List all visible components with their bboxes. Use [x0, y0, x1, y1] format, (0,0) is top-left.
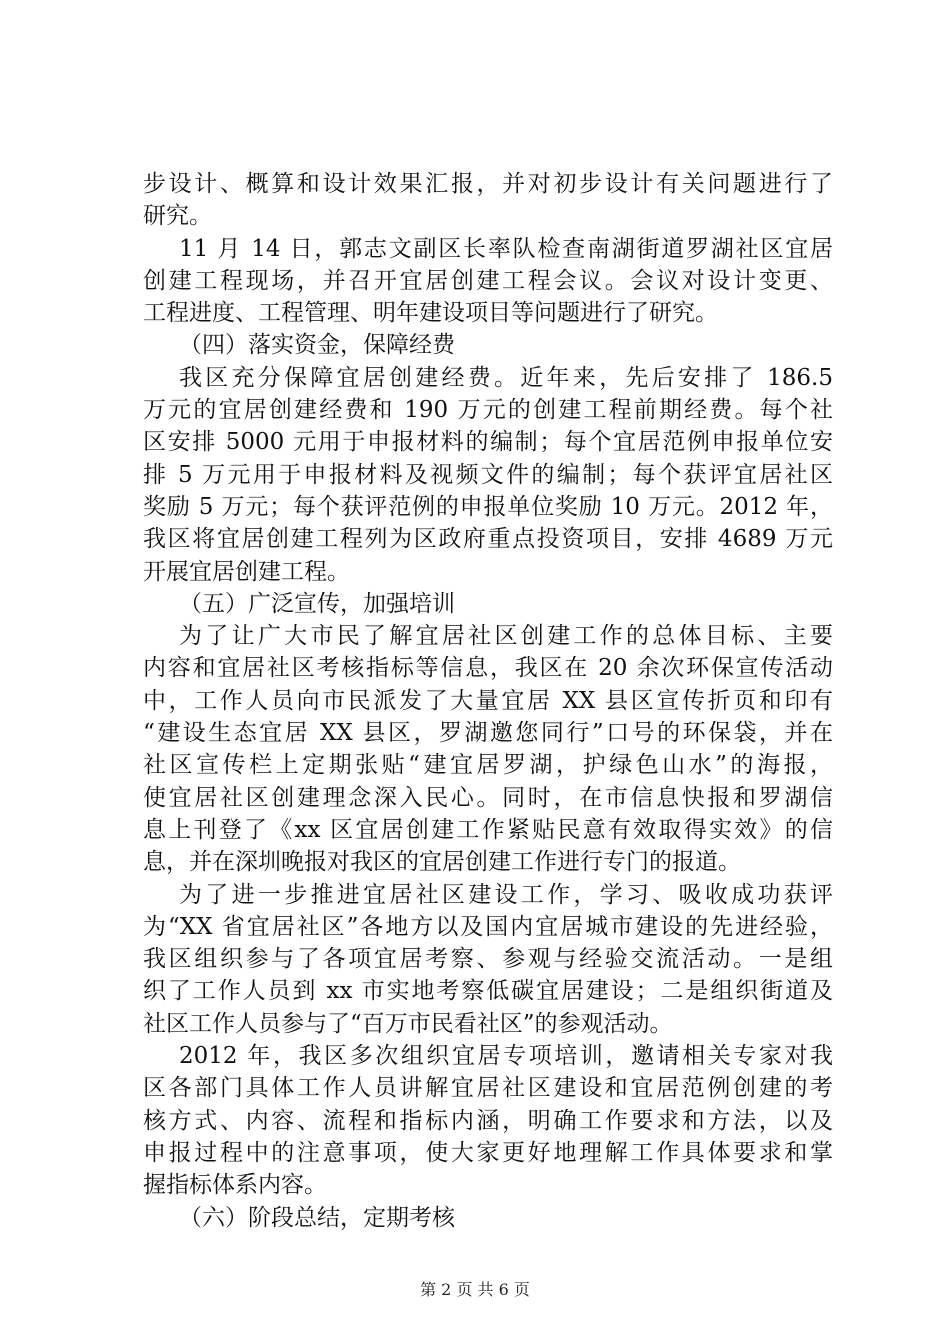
text-line: 内容和宜居社区考核指标等信息，我区在 20 余次环保宣传活动 [143, 655, 833, 682]
text-line: 息上刊登了《xx 区宜居创建工作紧贴民意有效取得实效》的信 [143, 816, 833, 843]
text-line: 奖励 5 万元；每个获评范例的申报单位奖励 10 万元。2012 年， [143, 493, 833, 520]
text-line: 2012 年，我区多次组织宜居专项培训，邀请相关专家对我 [179, 1043, 833, 1070]
text-line: 11 月 14 日，郭志文副区长率队检查南湖街道罗湖社区宜居 [179, 235, 833, 262]
text-line: 织了工作人员到 xx 市实地考察低碳宜居建设；二是组织街道及 [143, 978, 833, 1005]
text-line: 万元的宜居创建经费和 190 万元的创建工程前期经费。每个社 [143, 397, 833, 424]
text-line: 区安排 5000 元用于申报材料的编制；每个宜居范例申报单位安 [143, 429, 833, 456]
text-line: 握指标体系内容。 [143, 1172, 327, 1199]
text-line: 使宜居社区创建理念深入民心。同时，在市信息快报和罗湖信 [143, 784, 833, 811]
body-paragraph [143, 362, 833, 588]
text-line: 核方式、内容、流程和指标内涵，明确工作要求和方法，以及 [143, 1107, 833, 1134]
body-paragraph [143, 620, 833, 878]
body-paragraph [143, 168, 833, 233]
text-line: 创建工程现场，并召开宜居创建工程会议。会议对设计变更、 [143, 267, 833, 294]
text-line: 息，并在深圳晚报对我区的宜居创建工作进行专门的报道。 [143, 849, 741, 876]
document-body [143, 168, 833, 1234]
text-line: （五）广泛宣传，加强培训 [179, 590, 455, 617]
section-heading [143, 588, 833, 620]
text-line: “建设生态宜居 XX 县区，罗湖邀您同行”口号的环保袋，并在 [143, 720, 833, 747]
text-line: 工程进度、工程管理、明年建设项目等问题进行了研究。 [143, 300, 718, 327]
section-heading [143, 1202, 833, 1234]
text-line: 社区宣传栏上定期张贴“建宜居罗湖，护绿色山水”的海报， [143, 752, 833, 779]
text-line: 为了让广大市民了解宜居社区创建工作的总体目标、主要 [179, 623, 833, 650]
text-line: 为“XX 省宜居社区”各地方以及国内宜居城市建设的先进经验， [143, 913, 833, 940]
text-line: （四）落实资金，保障经费 [179, 332, 455, 359]
body-paragraph [143, 1040, 833, 1201]
text-line: 研究。 [143, 203, 212, 230]
body-paragraph [143, 233, 833, 330]
text-line: 社区工作人员参与了“百万市民看社区”的参观活动。 [143, 1010, 673, 1037]
body-paragraph [143, 879, 833, 1040]
text-line: 我区将宜居创建工程列为区政府重点投资项目，安排 4689 万元 [143, 526, 833, 553]
text-line: 我区组织参与了各项宜居考察、参观与经验交流活动。一是组 [143, 946, 833, 973]
text-line: 区各部门具体工作人员讲解宜居社区建设和宜居范例创建的考 [143, 1075, 833, 1102]
text-line: 排 5 万元用于申报材料及视频文件的编制；每个获评宜居社区 [143, 461, 833, 488]
text-line: 步设计、概算和设计效果汇报，并对初步设计有关问题进行了 [143, 171, 833, 197]
section-heading [143, 329, 833, 361]
page-footer: 第 2 页 共 6 页 [420, 1280, 530, 1299]
text-line: 开展宜居创建工程。 [143, 558, 350, 585]
text-line: 我区充分保障宜居创建经费。近年来，先后安排了 186.5 [179, 364, 833, 391]
text-line: 申报过程中的注意事项，使大家更好地理解工作具体要求和掌 [143, 1139, 833, 1166]
text-line: 为了进一步推进宜居社区建设工作，学习、吸收成功获评 [179, 881, 833, 908]
text-line: （六）阶段总结，定期考核 [179, 1204, 455, 1231]
text-line: 中，工作人员向市民派发了大量宜居 XX 县区宣传折页和印有 [143, 687, 833, 714]
